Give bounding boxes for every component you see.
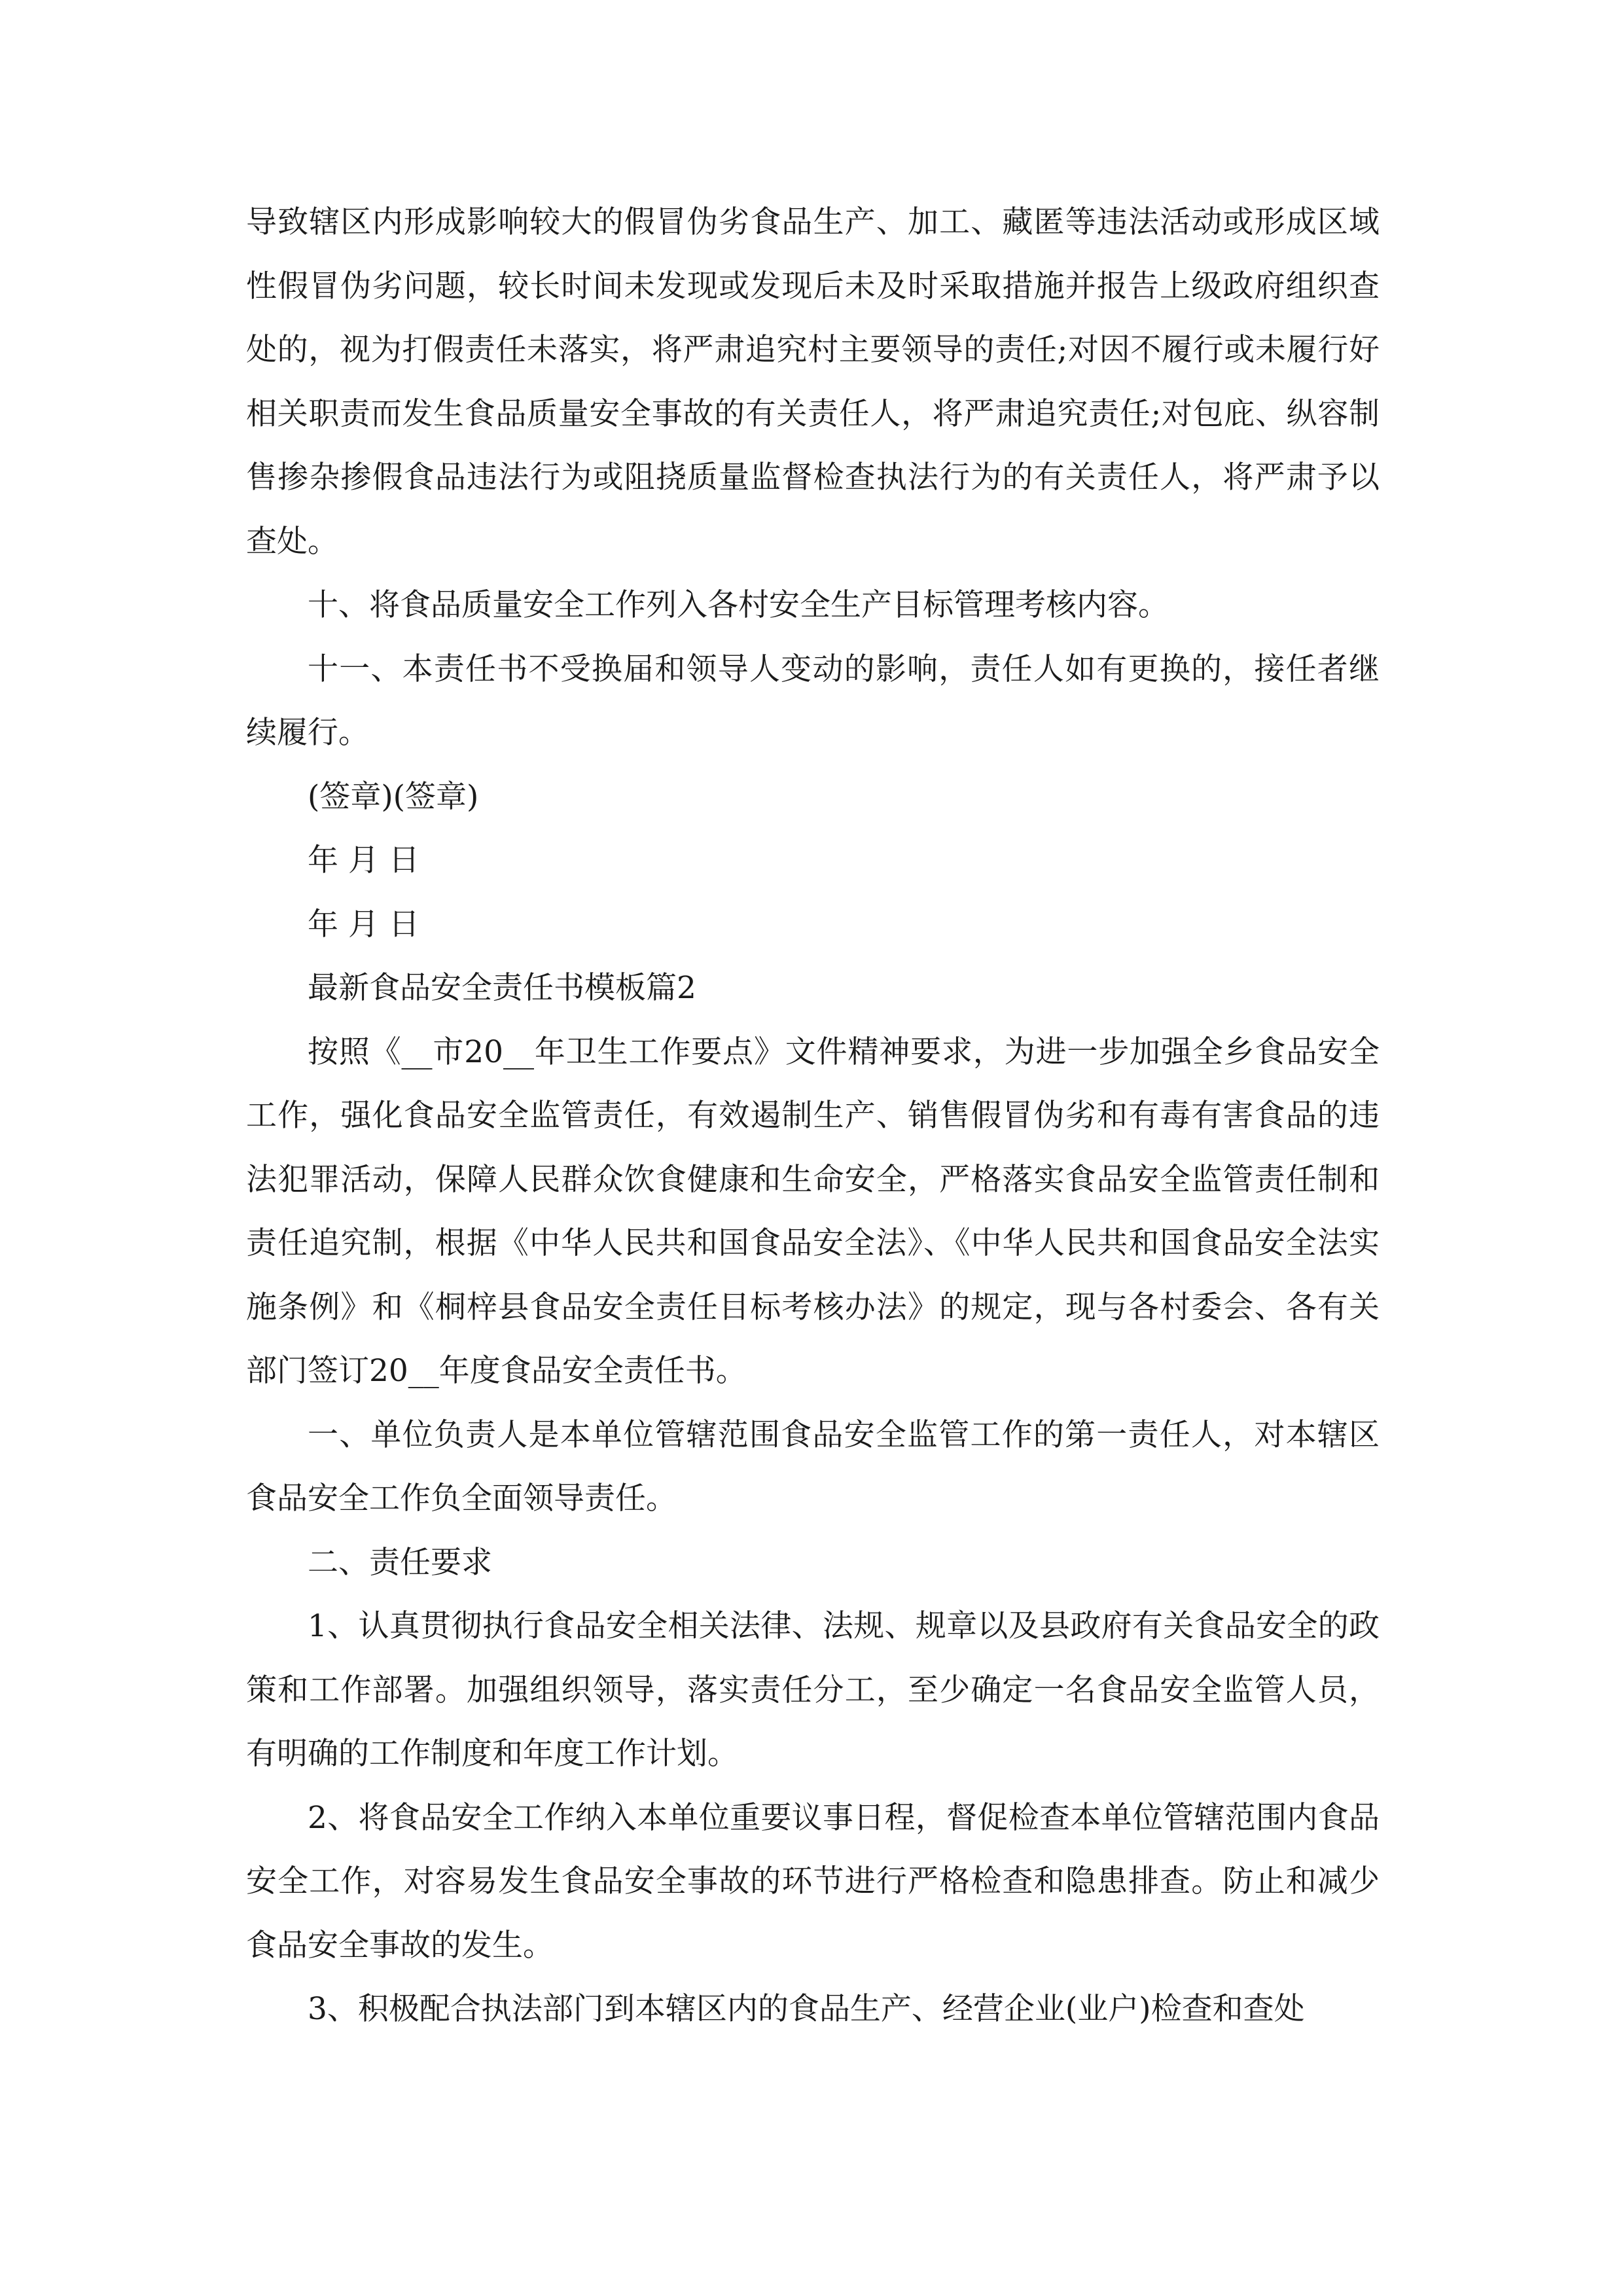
paragraph-item-one: 一、单位负责人是本单位管辖范围食品安全监管工作的第一责任人，对本辖区食品安全工作负全面领导责任。 (246, 1416, 1380, 1516)
paragraph-continued: 导致辖区内形成影响较大的假冒伪劣食品生产、加工、藏匿等违法活动或形成区域性假冒伪劣问题，较长时间未发现或发现后未及时采取措施并报告上级政府组织查处的，视为打假责任未落实，将严肃追究村主要领导的责任;对因不履行或未履行好相关职责而发生食品质量安全事故的有关责任人，将严肃追究责任;对包庇、纵容制售掺杂掺假食品违法行为或阻挠质量监督检查执法行为的有关责任人，将严肃予以查处。 (246, 204, 1380, 560)
signature-line: (签章)(签章) (308, 778, 479, 815)
paragraph-item-eleven: 十一、本责任书不受换届和领导人变动的影响，责任人如有更换的，接任者继续履行。 (246, 651, 1380, 751)
paragraph-intro: 按照《__市20__年卫生工作要点》文件精神要求，为进一步加强全乡食品安全工作，强化食品安全监管责任，有效遏制生产、销售假冒伪劣和有毒有害食品的违法犯罪活动，保障人民群众饮食健康和生命安全，严格落实食品安全监管责任制和责任追究制，根据《中华人民共和国食品安全法》、《中华人民共和国食品安全法实施条例》和《桐梓县食品安全责任目标考核办法》的规定，现与各村委会、各有关部门签订20__年度食品安全责任书。 (246, 1033, 1380, 1389)
paragraph-heading-two: 二、责任要求 (308, 1544, 492, 1581)
paragraph-sub-1: 1、认真贯彻执行食品安全相关法律、法规、规章以及县政府有关食品安全的政策和工作部署。加强组织领导，落实责任分工，至少确定一名食品安全监管人员，有明确的工作制度和年度工作计划。 (246, 1608, 1380, 1772)
date-line-2: 年 月 日 (308, 906, 419, 942)
date-line-1: 年 月 日 (308, 842, 419, 878)
paragraph-sub-3: 3、积极配合执法部门到本辖区内的食品生产、经营企业(业户)检查和查处 (308, 1991, 1305, 2027)
paragraph-item-ten: 十、将食品质量安全工作列入各村安全生产目标管理考核内容。 (308, 587, 1169, 623)
section-title: 最新食品安全责任书模板篇2 (308, 970, 696, 1006)
document-body (246, 190, 1380, 2041)
paragraph-sub-2: 2、将食品安全工作纳入本单位重要议事日程，督促检查本单位管辖范围内食品安全工作，对容易发生食品安全事故的环节进行严格检查和隐患排查。防止和减少食品安全事故的发生。 (246, 1799, 1380, 1964)
